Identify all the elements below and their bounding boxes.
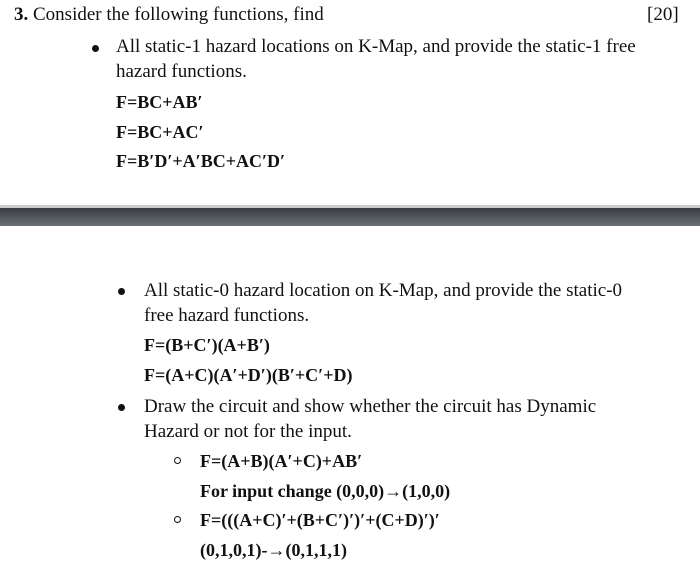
dynamic-text-line1: Draw the circuit and show whether the circuit has Dynamic	[144, 396, 597, 417]
static1-function-1: F=BC+AB′	[116, 92, 203, 112]
dynamic-function-1: F=(A+B)(A′+C)+AB′	[200, 451, 363, 471]
bullet-icon	[118, 404, 125, 411]
question-prompt: Consider the following functions, find	[33, 4, 324, 25]
static1-function-2: F=BC+AC′	[116, 122, 204, 142]
static1-text-line2: hazard functions.	[116, 61, 247, 82]
circle-bullet-icon	[174, 457, 181, 464]
dynamic-input-change-2: (0,1,0,1)-→(0,1,1,1)	[200, 540, 347, 560]
static1-function-3: F=B′D′+A′BC+AC′D′	[116, 151, 286, 171]
question-header	[14, 3, 324, 27]
question-number: 3.	[14, 4, 29, 25]
static1-text-line1: All static-1 hazard locations on K-Map, and provide the static-1 free	[116, 36, 636, 57]
question-points: [20]	[647, 4, 679, 25]
bullet-icon	[118, 288, 125, 295]
static0-text-line2: free hazard functions.	[144, 305, 310, 326]
static0-function-1: F=(B+C′)(A+B′)	[144, 335, 270, 355]
circle-bullet-icon	[174, 516, 181, 523]
dynamic-function-2: F=(((A+C)′+(B+C′)′)′+(C+D)′)′	[200, 510, 440, 530]
bullet-icon	[92, 45, 99, 52]
static0-function-2: F=(A+C)(A′+D′)(B′+C′+D)	[144, 365, 353, 385]
page-separator	[0, 208, 700, 226]
static0-text-line1: All static-0 hazard location on K-Map, and provide the static-0	[144, 280, 623, 301]
dynamic-text-line2: Hazard or not for the input.	[144, 421, 352, 442]
dynamic-input-change-1: For input change (0,0,0)→(1,0,0)	[200, 481, 451, 501]
